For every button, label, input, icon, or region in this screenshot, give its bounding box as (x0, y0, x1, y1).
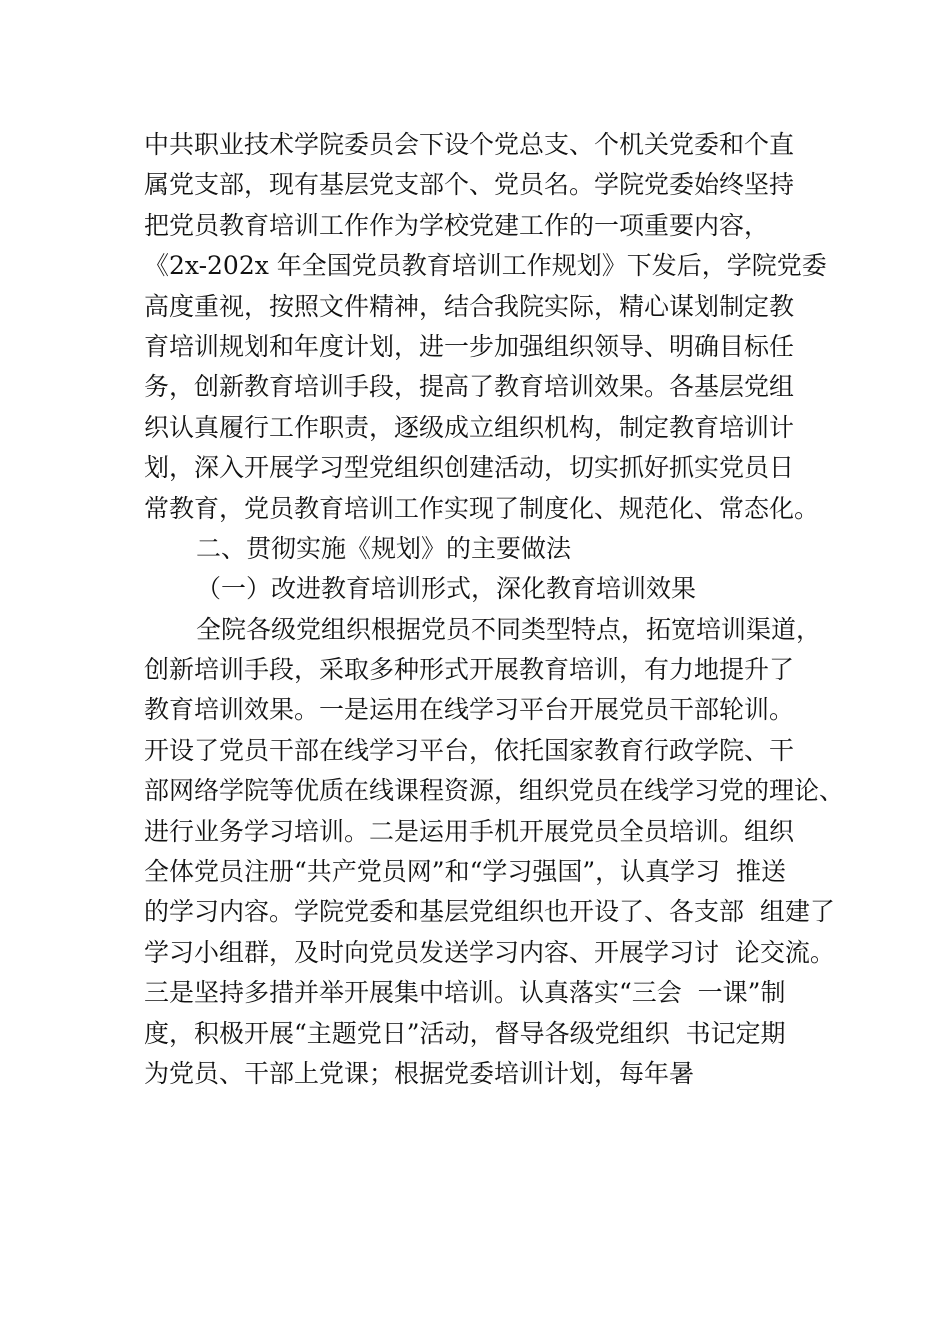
text-line: 高度重视，按照文件精神，结合我院实际，精心谋划制定教 (144, 291, 795, 321)
document-body (144, 125, 864, 1094)
text-line: 中共职业技术学院委员会下设个党总支、个机关党委和个直 (144, 130, 795, 159)
text-line: 为党员、干部上党课；根据党委培训计划，每年暑 (144, 1058, 695, 1088)
text-line: 把党员教育培训工作作为学校党建工作的一项重要内容， (144, 210, 770, 240)
text-line: 创新培训手段，采取多种形式开展教育培训，有力地提升了 (144, 655, 795, 685)
text-line: 三是坚持多措并举开展集中培训。认真落实“三会 一课”制 (144, 978, 786, 1008)
text-line: 务，创新教育培训手段，提高了教育培训效果。各基层党组 (144, 372, 795, 402)
text-line: 全院各级党组织根据党员不同类型特点，拓宽培训渠道， (196, 614, 822, 644)
text-line: 划，深入开展学习型党组织创建活动，切实抓好抓实党员日 (144, 453, 795, 483)
text-line: 度，积极开展“主题党日”活动，督导各级党组织 书记定期 (144, 1018, 786, 1048)
text-line: 部网络学院等优质在线课程资源，组织党员在线学习党的理论、 (144, 776, 845, 806)
text-line: （一）改进教育培训形式，深化教育培训效果 (196, 574, 697, 604)
text-line: 常教育，党员教育培训工作实现了制度化、规范化、常态化。 (144, 493, 820, 523)
text-line: 《2x-202x 年全国党员教育培训工作规划》下发后，学院党委 (144, 251, 827, 281)
text-line: 开设了党员干部在线学习平台，依托国家教育行政学院、干 (144, 735, 795, 765)
text-line: 进行业务学习培训。二是运用手机开展党员全员培训。组织 (144, 816, 795, 846)
text-line: 二、贯彻实施《规划》的主要做法 (196, 533, 572, 563)
text-line: 属党支部，现有基层党支部个、党员名。学院党委始终坚持 (144, 170, 795, 200)
text-line: 的学习内容。学院党委和基层党组织也开设了、各支部 组建了 (144, 897, 835, 927)
text-line: 教育培训效果。一是运用在线学习平台开展党员干部轮训。 (144, 695, 795, 725)
text-line: 织认真履行工作职责，逐级成立组织机构，制定教育培训计 (144, 412, 795, 442)
text-line: 全体党员注册“共产党员网”和“学习强国”，认真学习 推送 (144, 857, 787, 887)
text-line: 育培训规划和年度计划，进一步加强组织领导、明确目标任 (144, 331, 795, 361)
text-line: 学习小组群，及时向党员发送学习内容、开展学习讨 论交流。 (144, 937, 835, 967)
